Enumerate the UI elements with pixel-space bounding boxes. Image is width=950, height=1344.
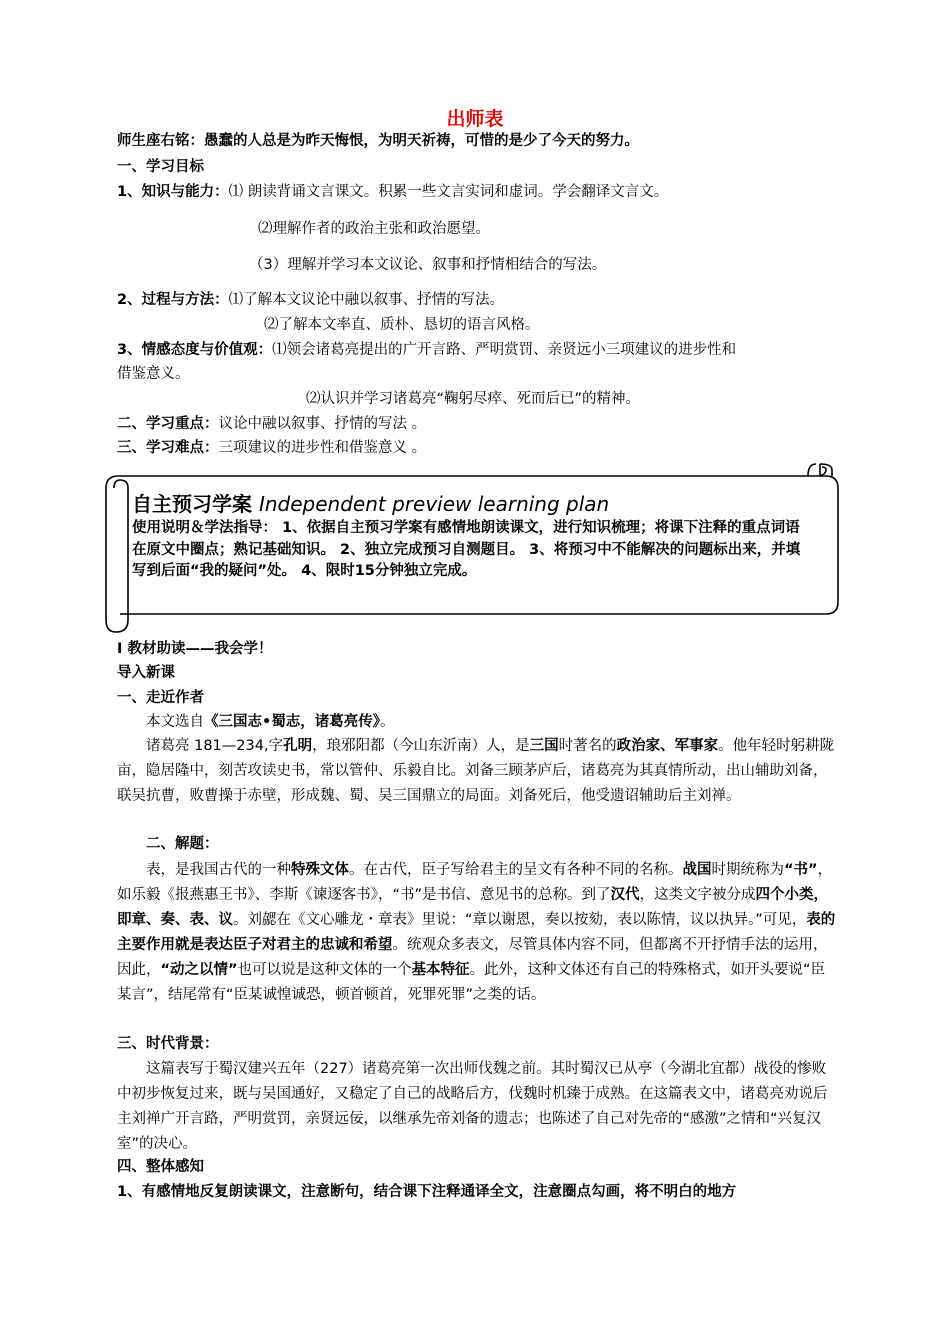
title-explain-paragraph (117, 858, 837, 1008)
title-text-8: 也可以说是这种文体的一个 (237, 962, 412, 978)
title-bold-8: 基本特征 (411, 962, 470, 978)
section1-heading: Ⅰ 教材助读——我会学！ (117, 641, 273, 657)
background-heading: 三、时代背景： (117, 1036, 219, 1052)
knowledge-item-1: ⑴ 朗读背诵文言课文。积累一些文言实词和虚词。学会翻译文言文。 (228, 184, 669, 200)
emotion-line-1 (117, 340, 736, 360)
title-text-1: 表，是我国古代的一种 (146, 862, 291, 878)
title-text-4: ，如乐毅《报燕惠王书》、李斯《谏逐客书》，“书”是书信、意见书的总称。到了 (117, 862, 833, 903)
title-bold-5: 四个小类，即章、奏、表、议 (117, 887, 829, 928)
title-bold-6: 表的主要作用就是表达臣子对君主的忠诚和希望 (117, 912, 836, 953)
author-text-4: 。他年轻时躬耕陇亩，隐居隆中，刻苦攻读史书，常以管仲、乐毅自比。刘备三顾茅庐后，诸葛亮为其真情所动，出山辅助刘备，联吴抗曹，败曹操于赤壁，形成魏、蜀、吴三国鼎立的局面。刘备死后，他受遗诏辅助后主刘禅。 (117, 738, 835, 804)
title-bold-4: 汉代 (610, 887, 640, 903)
motto-text: 愚蠢的人总是为昨天悔恨，为明天祈祷，可惜的是少了今天的努力。 (204, 133, 639, 149)
title-text-5: ，这类文字被分成 (639, 887, 756, 903)
knowledge-label: 1、知识与能力： (117, 184, 229, 200)
process-item-2: ⑵了解本文率直、质朴、恳切的语言风格。 (264, 317, 540, 333)
title-text-2: 。在古代，臣子写给君主的呈文有各种不同的名称。 (349, 862, 683, 878)
knowledge-item-2: ⑵理解作者的政治主张和政治愿望。 (258, 221, 490, 237)
intro-heading: 导入新课 (117, 665, 175, 681)
author-source (146, 712, 395, 732)
author-text-2: ，琅邪阳都（今山东沂南）人，是 (312, 738, 530, 754)
knowledge-item-3: （3）理解并学习本文议论、叙事和抒情相结合的写法。 (249, 257, 607, 273)
focus-text: 议论中融以叙事、抒情的写法 。 (218, 416, 427, 432)
process-label: 2、过程与方法： (117, 292, 229, 308)
author-bold-3: 政治家、军事家 (616, 738, 719, 754)
author-paragraph (117, 734, 837, 809)
motto-label: 师生座右铭： (117, 133, 204, 149)
process-line-1 (117, 290, 504, 310)
author-source-pre: 本文选自 (146, 714, 204, 730)
emotion-label: 3、情感态度与价值观： (117, 342, 273, 358)
author-bold-1: 孔明 (283, 738, 313, 754)
motto (117, 131, 639, 151)
title-bold-1: 特殊文体 (291, 862, 349, 878)
page-title: 出师表 (446, 108, 504, 130)
emotion-item-1b: 借鉴意义。 (117, 366, 190, 382)
overall-heading: 四、整体感知 (117, 1159, 204, 1175)
difficulty-line (117, 438, 426, 458)
emotion-item-1a: ⑴领会诸葛亮提出的广开言路、严明赏罚、亲贤远小三项建议的进步性和 (272, 342, 737, 358)
overall-item-1: 1、有感情地反复朗读课文，注意断句，结合课下注释通译全文，注意圈点勾画，将不明白的地方 (117, 1184, 737, 1200)
title-bold-2: 战国 (682, 862, 712, 878)
author-source-book: 《三国志•蜀志，诸葛亮传》 (204, 714, 381, 730)
objectives-heading: 一、学习目标 (117, 159, 204, 175)
scroll-instructions: 使用说明＆学法指导： 1、依据自主预习学案有感情地朗读课文，进行知识梳理；将课下注释的重点词语在原文中圈点；熟记基础知识。 2、独立完成预习自测题目。 3、将预习中不能解决的问题标出来，并填写到后面“我的疑问”处。 4、限时15分钟独立完成。 (132, 520, 801, 579)
background-paragraph: 这篇表写于蜀汉建兴五年（227）诸葛亮第一次出师伐魏之前。其时蜀汉已从亭（今湖北宜都）战役的惨败中初步恢复过来，既与吴国通好，又稳定了自己的战略后方，伐魏时机臻于成熟。在这篇表文中，诸葛亮劝说后主刘禅广开言路，严明赏罚，亲贤远佞，以继承先帝刘备的遗志；也陈述了自己对先帝的“感激”之情和“兴复汉室”的决心。 (117, 1061, 828, 1152)
scroll-heading-en: Independent preview learning plan (258, 492, 610, 516)
author-text-3: 时著名的 (558, 738, 617, 754)
author-source-post: 。 (380, 714, 395, 730)
author-heading: 一、走近作者 (117, 690, 204, 706)
scroll-heading-cn: 自主预习学案 (132, 492, 252, 516)
knowledge-line-1 (117, 182, 668, 202)
author-text-1: 诸葛亮 181—234,字 (146, 738, 284, 754)
title-text-7: 。统观众多表文，尽管具体内容不同，但都离不开抒情手法的运用，因此， (117, 937, 828, 978)
focus-label: 二、学习重点： (117, 416, 219, 432)
focus-line (117, 414, 426, 434)
title-bold-7: “动之以情” (160, 962, 238, 978)
preview-scroll-banner (98, 458, 840, 636)
scroll-heading (132, 488, 609, 517)
title-text-3: 时期统称为 (711, 862, 784, 878)
difficulty-label: 三、学习难点： (117, 440, 219, 456)
emotion-item-2: ⑵认识并学习诸葛亮“鞠躬尽瘁、死而后已”的精神。 (306, 391, 641, 407)
author-bold-2: 三国 (529, 738, 559, 754)
title-bold-3: “书” (784, 862, 818, 878)
title-text-6: 。刘勰在《文心雕龙・章表》里说：“章以谢恩，奏以按劾，表以陈情，议以执异。”可见， (233, 912, 807, 928)
title-text-9: 。此外，这种文体还有自己的特殊格式，如开头要说“臣某言”，结尾常有“臣某诚惶诚恐，顿首顿首，死罪死罪”之类的话。 (117, 962, 826, 1003)
title-explain-heading: 二、解题： (146, 836, 219, 852)
difficulty-text: 三项建议的进步性和借鉴意义 。 (218, 440, 427, 456)
process-item-1: ⑴了解本文议论中融以叙事、抒情的写法。 (228, 292, 505, 308)
